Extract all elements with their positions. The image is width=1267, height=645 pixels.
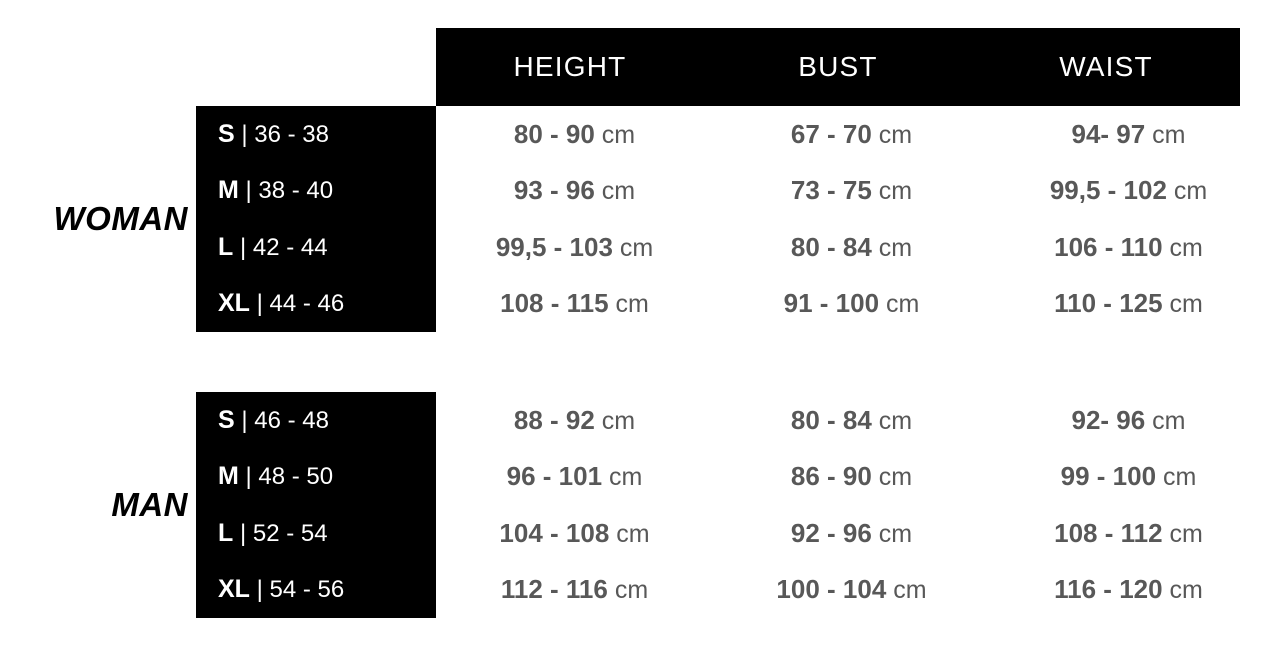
size-cell	[196, 519, 436, 548]
size-cell	[196, 406, 436, 435]
cell-waist-value: 94- 97	[1071, 118, 1146, 149]
cell-bust-value: 91 - 100	[783, 288, 880, 319]
unit-label: cm	[878, 406, 913, 435]
unit-label: cm	[1169, 519, 1203, 548]
group-woman	[0, 106, 1267, 332]
size-label: M	[218, 176, 239, 205]
size-cell	[196, 289, 436, 318]
size-cell	[196, 176, 436, 205]
table-row	[196, 276, 1267, 333]
unit-label: cm	[1169, 290, 1203, 319]
cell-waist	[990, 518, 1267, 549]
cell-height	[436, 518, 713, 549]
unit-label: cm	[614, 576, 649, 605]
cell-waist-value: 116 - 120	[1054, 574, 1163, 605]
cell-waist	[990, 405, 1267, 436]
cell-height-value: 88 - 92	[513, 404, 595, 435]
unit-label: cm	[616, 519, 650, 548]
size-label: XL	[218, 289, 250, 318]
cell-bust	[713, 288, 990, 319]
unit-label: cm	[1152, 120, 1186, 149]
size-label: M	[218, 462, 239, 491]
unit-label: cm	[886, 290, 920, 319]
cell-bust	[713, 518, 990, 549]
cell-bust	[713, 574, 990, 605]
unit-label: cm	[878, 177, 913, 206]
cell-height	[436, 461, 713, 492]
unit-label: cm	[601, 177, 636, 206]
cell-height-value: 99,5 - 103	[495, 231, 613, 262]
table-row	[196, 505, 1267, 562]
table-row	[196, 106, 1267, 163]
cell-waist-value: 110 - 125	[1054, 288, 1163, 319]
unit-label: cm	[1169, 233, 1203, 262]
size-cell	[196, 233, 436, 262]
cell-waist	[990, 232, 1267, 263]
size-label: L	[218, 518, 234, 547]
table-row	[196, 562, 1267, 619]
unit-label: cm	[893, 576, 927, 605]
cell-waist-value: 106 - 110	[1054, 231, 1163, 262]
cell-bust-value: 80 - 84	[790, 404, 872, 435]
size-range: | 44 - 46	[256, 290, 345, 318]
column-header-height: HEIGHT	[513, 51, 627, 82]
unit-label: cm	[878, 120, 913, 149]
cell-height-value: 96 - 101	[506, 461, 603, 492]
unit-label: cm	[878, 519, 913, 548]
cell-waist	[990, 574, 1267, 605]
cell-height-value: 93 - 96	[513, 175, 595, 206]
unit-label: cm	[1163, 463, 1197, 492]
table-row	[196, 163, 1267, 220]
cell-bust-value: 86 - 90	[790, 461, 872, 492]
cell-bust-value: 100 - 104	[776, 574, 887, 605]
size-range: | 46 - 48	[241, 406, 329, 434]
cell-height-value: 108 - 115	[500, 288, 609, 319]
cell-bust	[713, 119, 990, 150]
size-range: | 52 - 54	[239, 519, 328, 547]
cell-bust	[713, 461, 990, 492]
unit-label: cm	[878, 233, 913, 262]
cell-height-value: 112 - 116	[500, 574, 608, 605]
size-range: | 48 - 50	[245, 463, 334, 491]
cell-height	[436, 288, 713, 319]
group-man	[0, 392, 1267, 618]
cell-bust	[713, 175, 990, 206]
size-cell	[196, 120, 436, 149]
unit-label: cm	[615, 290, 649, 319]
column-header-waist: WAIST	[1059, 51, 1153, 82]
cell-bust-value: 80 - 84	[790, 231, 872, 262]
group-label-woman: WOMAN	[53, 200, 188, 237]
size-range: | 36 - 38	[241, 120, 329, 148]
unit-label: cm	[878, 463, 913, 492]
size-cell	[196, 462, 436, 491]
size-range: | 54 - 56	[256, 576, 345, 604]
unit-label: cm	[609, 463, 643, 492]
size-range: | 38 - 40	[245, 177, 334, 205]
group-rows-woman	[196, 106, 1267, 332]
cell-height	[436, 405, 713, 436]
cell-bust-value: 67 - 70	[790, 118, 872, 149]
size-label: S	[218, 405, 235, 434]
table-row	[196, 392, 1267, 449]
cell-waist-value: 99 - 100	[1060, 461, 1157, 492]
cell-waist-value: 108 - 112	[1054, 517, 1163, 548]
table-row	[196, 449, 1267, 506]
unit-label: cm	[1152, 406, 1186, 435]
cell-height-value: 80 - 90	[513, 118, 595, 149]
cell-height	[436, 232, 713, 263]
cell-bust	[713, 232, 990, 263]
unit-label: cm	[619, 233, 654, 262]
cell-bust-value: 92 - 96	[790, 517, 872, 548]
size-range: | 42 - 44	[239, 233, 328, 261]
group-label-man: MAN	[111, 486, 188, 523]
cell-height	[436, 119, 713, 150]
cell-waist-value: 99,5 - 102	[1049, 175, 1167, 206]
cell-waist	[990, 119, 1267, 150]
size-label: XL	[218, 575, 250, 604]
group-rows-man	[196, 392, 1267, 618]
cell-bust-value: 73 - 75	[790, 175, 872, 206]
cell-waist	[990, 461, 1267, 492]
size-label: S	[218, 119, 235, 148]
cell-height	[436, 574, 713, 605]
cell-waist-value: 92- 96	[1071, 404, 1146, 435]
cell-height-value: 104 - 108	[499, 517, 610, 548]
size-label: L	[218, 232, 234, 261]
column-header-bust: BUST	[798, 51, 878, 82]
cell-waist	[990, 288, 1267, 319]
cell-bust	[713, 405, 990, 436]
unit-label: cm	[601, 406, 636, 435]
cell-waist	[990, 175, 1267, 206]
unit-label: cm	[601, 120, 636, 149]
size-cell	[196, 575, 436, 604]
cell-height	[436, 175, 713, 206]
unit-label: cm	[1173, 177, 1208, 206]
unit-label: cm	[1169, 576, 1203, 605]
table-header-row	[436, 28, 1240, 106]
table-row	[196, 219, 1267, 276]
